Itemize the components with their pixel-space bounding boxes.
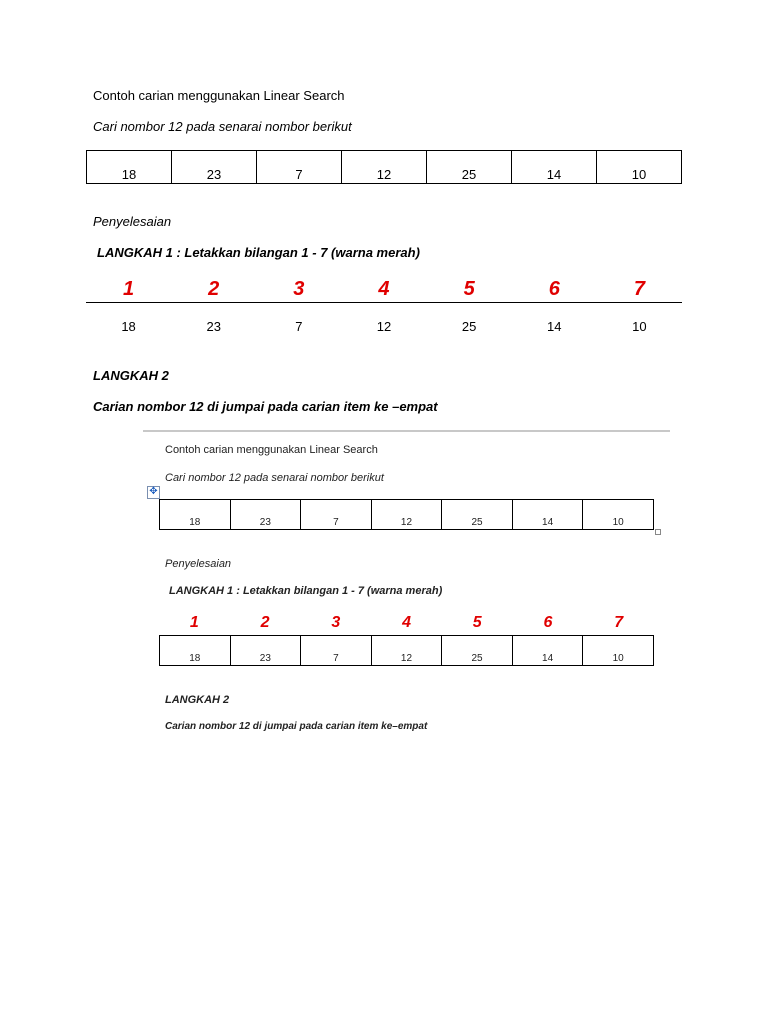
table-cell: 23: [230, 500, 301, 530]
list-value: 23: [206, 319, 221, 334]
index-number: 3: [293, 278, 305, 300]
index-number: 1: [189, 614, 199, 631]
index-number: 3: [331, 614, 341, 631]
value-row: [86, 319, 682, 334]
table-cell: 10: [583, 500, 654, 530]
table-cell: 10: [583, 636, 654, 666]
index-number: 7: [614, 614, 624, 631]
table-row: [87, 151, 682, 184]
screenshot-result-text: Carian nombor 12 di jumpai pada carian item ke–empat: [165, 721, 428, 732]
table-cell: 14: [512, 151, 597, 184]
table-cell: 7: [301, 500, 372, 530]
step1-heading: LANGKAH 1 : Letakkan bilangan 1 - 7 (warna merah): [97, 245, 420, 260]
screenshot-subtitle: Cari nombor 12 pada senarai nombor berikut: [165, 472, 384, 484]
list-value: 25: [461, 319, 477, 334]
table-cell: 10: [597, 151, 682, 184]
index-number: 7: [633, 278, 645, 300]
index-number: 5: [463, 278, 475, 300]
screenshot-solution-label: Penyelesaian: [165, 558, 232, 570]
screenshot-number-table: [159, 499, 654, 530]
index-number: 2: [260, 614, 270, 631]
index-number: 2: [208, 278, 220, 300]
table-cell: 7: [301, 636, 372, 666]
move-cross-icon[interactable]: ✥: [147, 486, 160, 499]
divider-line: [86, 302, 682, 303]
step2-heading: LANGKAH 2: [93, 368, 169, 383]
result-text: Carian nombor 12 di jumpai pada carian item ke –empat: [93, 399, 438, 414]
screenshot-step2-heading: LANGKAH 2: [165, 694, 230, 706]
index-number: 6: [543, 614, 553, 631]
index-number: 1: [123, 278, 135, 300]
table-cell: 25: [427, 151, 512, 184]
table-cell: 23: [230, 636, 301, 666]
index-row: [86, 278, 682, 301]
page-edge-line: [143, 430, 670, 432]
table-cell: 14: [512, 636, 583, 666]
screenshot-value-table: [159, 635, 654, 666]
index-number: 5: [472, 614, 482, 631]
list-value: 18: [121, 319, 136, 334]
table-resize-handle[interactable]: [655, 529, 661, 535]
screenshot-index-row: [159, 614, 654, 632]
document-subtitle: Cari nombor 12 pada senarai nombor berikut: [93, 119, 352, 134]
list-value: 10: [632, 319, 647, 334]
solution-label: Penyelesaian: [93, 214, 172, 229]
document-title: Contoh carian menggunakan Linear Search: [93, 88, 345, 103]
index-number: 4: [402, 614, 411, 631]
screenshot-title: Contoh carian menggunakan Linear Search: [165, 444, 378, 456]
table-cell: 12: [371, 636, 442, 666]
screenshot-step1-heading: LANGKAH 1 : Letakkan bilangan 1 - 7 (warna merah): [169, 585, 443, 597]
table-cell: 12: [342, 151, 427, 184]
table-cell: 25: [442, 636, 513, 666]
index-number: 6: [548, 278, 560, 300]
index-number: 4: [378, 278, 390, 300]
table-cell: 12: [371, 500, 442, 530]
table-cell: 23: [172, 151, 257, 184]
table-row: [160, 636, 654, 666]
embedded-screenshot: [143, 424, 670, 744]
table-cell: 18: [160, 636, 231, 666]
table-cell: 14: [512, 500, 583, 530]
table-cell: 18: [87, 151, 172, 184]
list-value: 7: [295, 319, 303, 334]
list-value: 14: [547, 319, 562, 334]
list-value: 12: [376, 319, 392, 334]
table-cell: 25: [442, 500, 513, 530]
table-cell: 18: [160, 500, 231, 530]
table-row: [160, 500, 654, 530]
number-list-table: [86, 150, 682, 184]
table-cell: 7: [257, 151, 342, 184]
